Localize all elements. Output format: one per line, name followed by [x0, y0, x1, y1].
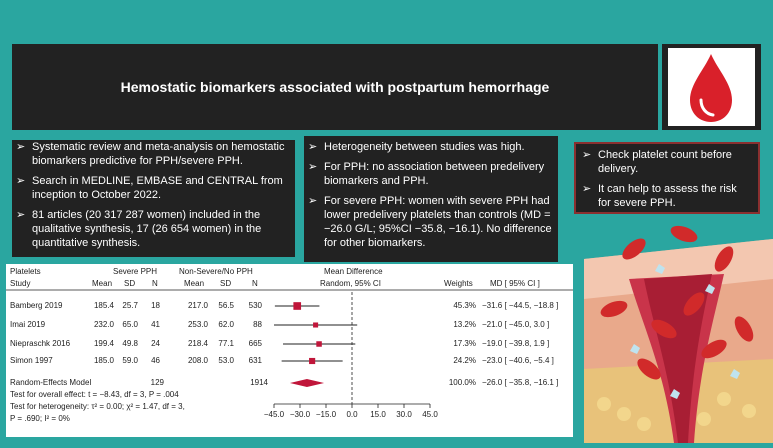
x-tick-label: 45.0	[422, 410, 438, 419]
md-ci-header: MD [ 95% CI ]	[490, 279, 540, 288]
arrow-bullet-icon: ➢	[16, 141, 26, 153]
pooled-diamond	[290, 379, 324, 387]
sd-severe: 59.0	[122, 356, 138, 365]
arrow-bullet-icon: ➢	[308, 161, 318, 173]
x-tick-label: −30.0	[289, 410, 311, 419]
top-banner	[0, 0, 773, 44]
methods-text: Search in MEDLINE, EMBASE and CENTRAL from inception to October 2022.	[32, 175, 283, 201]
logo-panel	[662, 44, 761, 130]
results-text: For PPH: no association between predelivery biomarkers and PPH.	[324, 161, 545, 187]
results-text: For severe PPH: women with severe PPH had lower predelivery platelets than controls (MD = −26.0 G/L; 95%CI −35.8, −16.1). No difference for other biomarkers.	[324, 195, 552, 249]
blood-drop-icon	[668, 48, 755, 126]
n-severe: 24	[151, 339, 160, 348]
heterogeneity-text-2: P = .690; I² = 0%	[10, 414, 70, 423]
study-weight: 24.2%	[453, 356, 476, 365]
list-item	[308, 140, 552, 154]
list-item	[582, 148, 752, 176]
methods-text: 81 articles (20 317 287 women) included in the qualitative synthesis, 17 (26 654 women) in the quantitative synthesis.	[32, 209, 262, 249]
conclusion-text: Check platelet count before delivery.	[598, 149, 732, 175]
mean-control: 253.0	[187, 320, 208, 329]
pooled-weight: 100.0%	[448, 378, 476, 387]
conclusion-text: It can help to assess the risk for severe PPH.	[598, 183, 737, 209]
methods-text: Systematic review and meta-analysis on hemostatic biomarkers predictive for PPH/severe PPH.	[32, 141, 285, 167]
mean-severe: 199.4	[93, 339, 114, 348]
title-panel	[12, 44, 658, 130]
list-item	[308, 160, 552, 188]
arrow-bullet-icon: ➢	[16, 175, 26, 187]
outcome-label: Platelets	[10, 267, 41, 276]
pooled-label: Random-Effects Model	[10, 378, 92, 387]
mean-control: 208.0	[187, 356, 208, 365]
study-name: Niepraschk 2016	[10, 339, 71, 348]
sd-control: 53.0	[218, 356, 234, 365]
x-tick-label: −45.0	[263, 410, 285, 419]
mean-header: Mean	[92, 279, 113, 288]
conclusion-panel	[574, 142, 760, 214]
methods-panel	[12, 140, 295, 257]
pooled-n1: 129	[150, 378, 164, 387]
study-point-estimate	[316, 341, 321, 346]
study-weight: 45.3%	[453, 301, 476, 310]
sd-severe: 65.0	[122, 320, 138, 329]
study-point-estimate	[309, 358, 315, 364]
list-item	[16, 174, 289, 202]
list-item	[308, 194, 552, 250]
mean-severe: 185.4	[93, 301, 114, 310]
sd-severe: 25.7	[122, 301, 138, 310]
list-item	[582, 182, 752, 210]
sd-header: SD	[124, 279, 136, 288]
mean-control: 218.4	[187, 339, 208, 348]
study-name: Imai 2019	[10, 320, 46, 329]
study-ci: −31.6 [ −44.5, −18.8 ]	[482, 301, 559, 310]
mean-severe: 232.0	[93, 320, 114, 329]
list-item	[16, 140, 289, 168]
n-severe: 41	[151, 320, 160, 329]
sd-control: 77.1	[218, 339, 234, 348]
group2-label: Non-Severe/No PPH	[179, 267, 253, 276]
arrow-bullet-icon: ➢	[582, 183, 592, 195]
mean-severe: 185.0	[93, 356, 114, 365]
heterogeneity-text: Test for heterogeneity: τ² = 0.00; χ² = 1.47, df = 3,	[10, 402, 185, 411]
sd-header: SD	[220, 279, 232, 288]
n-header: N	[252, 279, 258, 288]
pooled-n2: 1914	[250, 378, 268, 387]
sd-control: 56.5	[218, 301, 234, 310]
study-ci: −21.0 [ −45.0, 3.0 ]	[482, 320, 550, 329]
pooled-ci: −26.0 [ −35.8, −16.1 ]	[482, 378, 559, 387]
arrow-bullet-icon: ➢	[582, 149, 592, 161]
sd-severe: 49.8	[122, 339, 138, 348]
overall-effect-text: Test for overall effect: t = −8.43, df = 3, P = .004	[10, 390, 179, 399]
page-title: Hemostatic biomarkers associated with postpartum hemorrhage	[120, 79, 550, 95]
n-header: N	[152, 279, 158, 288]
results-panel	[304, 136, 558, 262]
n-severe: 18	[151, 301, 160, 310]
study-point-estimate	[293, 302, 301, 310]
forest-plot	[6, 264, 573, 437]
weights-header: Weights	[444, 279, 473, 288]
list-item	[16, 208, 289, 250]
arrow-bullet-icon: ➢	[16, 209, 26, 221]
x-tick-label: 0.0	[346, 410, 358, 419]
x-tick-label: −15.0	[315, 410, 337, 419]
hemorrhage-illustration	[574, 219, 773, 443]
logo-background	[668, 48, 755, 126]
model-label: Random, 95% CI	[320, 279, 381, 288]
n-control: 631	[248, 356, 262, 365]
mean-header: Mean	[184, 279, 205, 288]
study-header: Study	[10, 279, 31, 288]
n-control: 530	[248, 301, 262, 310]
n-severe: 46	[151, 356, 160, 365]
study-ci: −19.0 [ −39.8, 1.9 ]	[482, 339, 550, 348]
arrow-bullet-icon: ➢	[308, 141, 318, 153]
results-text: Heterogeneity between studies was high.	[324, 141, 525, 153]
study-point-estimate	[313, 322, 318, 327]
mean-control: 217.0	[187, 301, 208, 310]
study-ci: −23.0 [ −40.6, −5.4 ]	[482, 356, 554, 365]
n-control: 88	[253, 320, 262, 329]
study-weight: 17.3%	[453, 339, 476, 348]
group1-label: Severe PPH	[113, 267, 158, 276]
study-name: Simon 1997	[10, 356, 53, 365]
study-weight: 13.2%	[453, 320, 476, 329]
x-tick-label: 30.0	[396, 410, 412, 419]
n-control: 665	[248, 339, 262, 348]
tissue-bleeding-icon	[574, 219, 773, 443]
effect-label: Mean Difference	[324, 267, 383, 276]
x-tick-label: 15.0	[370, 410, 386, 419]
sd-control: 62.0	[218, 320, 234, 329]
study-name: Bamberg 2019	[10, 301, 63, 310]
forest-plot-area	[6, 264, 573, 437]
arrow-bullet-icon: ➢	[308, 195, 318, 207]
